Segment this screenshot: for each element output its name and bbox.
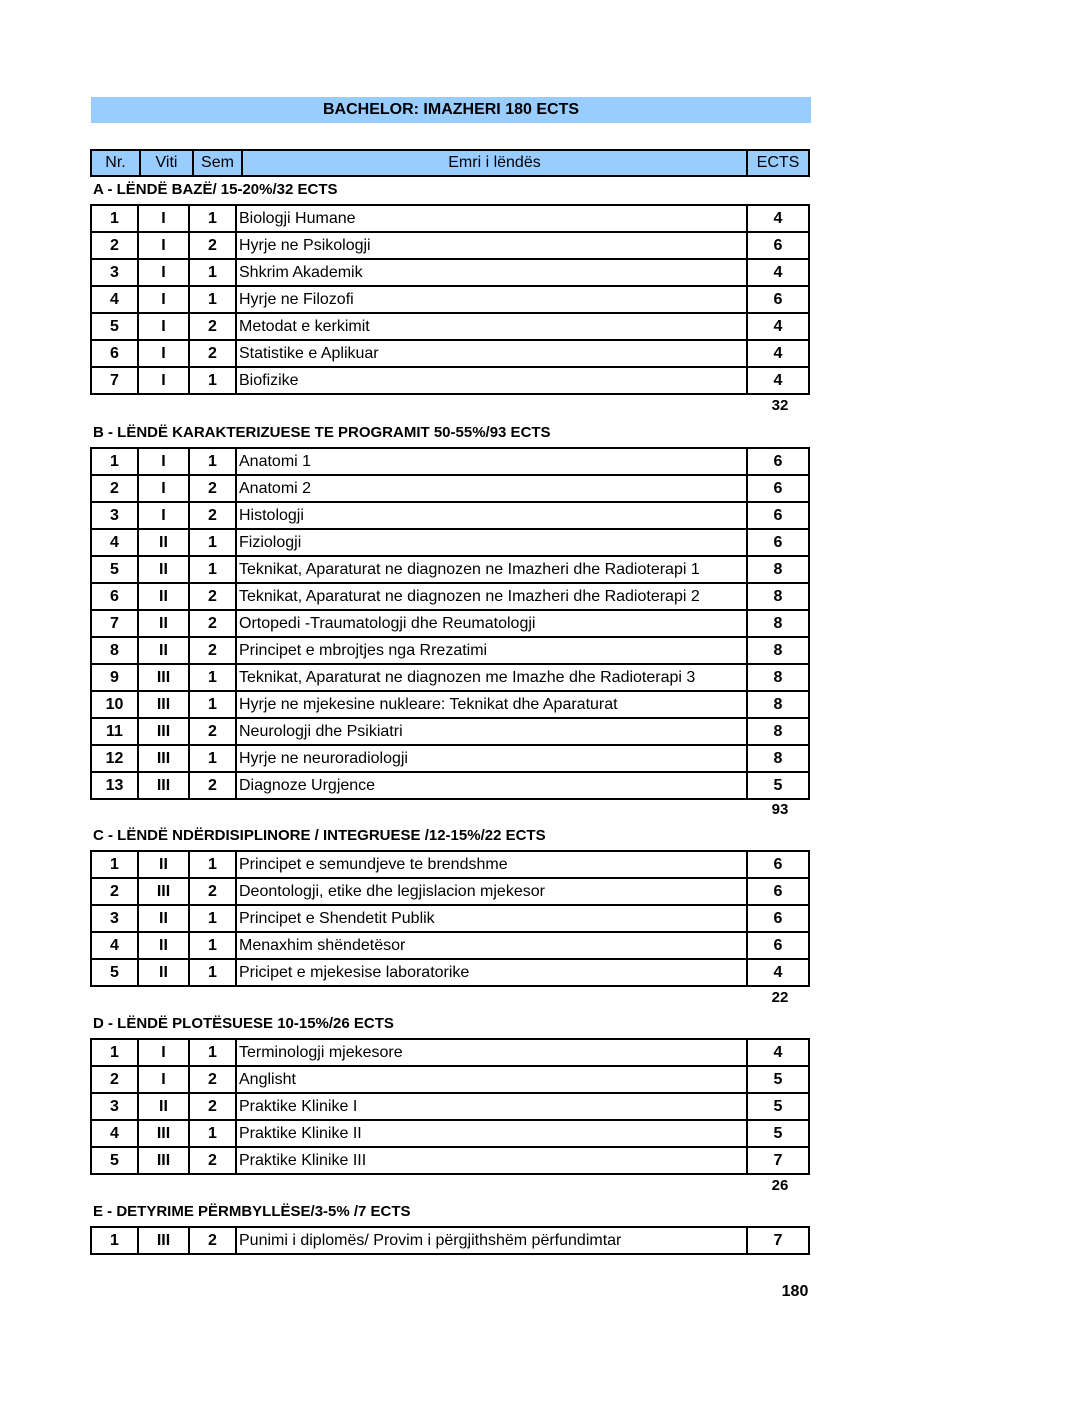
cell-ects: 4	[773, 345, 783, 362]
table-row	[92, 638, 808, 665]
cell-viti: III	[139, 1121, 190, 1146]
cell-ects: 5	[773, 1125, 783, 1142]
section-total: 26	[771, 1177, 789, 1194]
cell-viti: I	[139, 260, 190, 285]
cell-nr: 7	[92, 368, 139, 393]
cell-sem: 1	[190, 665, 237, 690]
cell-name: Teknikat, Aparaturat ne diagnozen me Imazhe dhe Radioterapi 3	[237, 665, 748, 690]
header-name: Emri i lëndës	[243, 151, 748, 175]
cell-viti: III	[139, 719, 190, 744]
cell-sem: 1	[190, 906, 237, 931]
cell-nr: 4	[92, 933, 139, 958]
cell-sem: 2	[190, 879, 237, 904]
cell-nr: 11	[92, 719, 139, 744]
cell-viti: I	[139, 503, 190, 528]
cell-viti: III	[139, 879, 190, 904]
cell-viti: III	[139, 665, 190, 690]
cell-viti: II	[139, 638, 190, 663]
cell-name: Hyrje ne neuroradiologji	[237, 746, 748, 771]
cell-viti: II	[139, 852, 190, 877]
table-row	[92, 933, 808, 960]
cell-name: Hyrje ne Filozofi	[237, 287, 748, 312]
cell-viti: I	[139, 1040, 190, 1065]
cell-viti: II	[139, 906, 190, 931]
cell-sem: 2	[190, 638, 237, 663]
cell-sem: 2	[190, 584, 237, 609]
cell-name: Anatomi 1	[237, 449, 748, 474]
cell-name: Teknikat, Aparaturat ne diagnozen ne Imazheri dhe Radioterapi 2	[237, 584, 748, 609]
cell-sem: 2	[190, 314, 237, 339]
cell-sem: 1	[190, 1121, 237, 1146]
cell-ects: 6	[773, 856, 783, 873]
table-row	[92, 746, 808, 773]
cell-ects: 6	[773, 507, 783, 524]
cell-nr: 10	[92, 692, 139, 717]
cell-nr: 5	[92, 557, 139, 582]
table-row	[92, 665, 808, 692]
table-row	[92, 719, 808, 746]
cell-sem: 1	[190, 692, 237, 717]
cell-viti: III	[139, 1148, 190, 1173]
table-row	[92, 503, 808, 530]
table-row	[92, 906, 808, 933]
cell-name: Punimi i diplomës/ Provim i përgjithshëm përfundimtar	[237, 1228, 748, 1253]
cell-ects: 7	[773, 1232, 783, 1249]
cell-name: Principet e mbrojtjes nga Rrezatimi	[237, 638, 748, 663]
cell-ects: 4	[773, 1044, 783, 1061]
table-row	[92, 1121, 808, 1148]
table-row	[92, 611, 808, 638]
section-title: C - LËNDË NDËRDISIPLINORE / INTEGRUESE /12-15%/22 ECTS	[93, 827, 546, 844]
cell-viti: I	[139, 287, 190, 312]
cell-ects: 8	[773, 642, 783, 659]
cell-sem: 2	[190, 503, 237, 528]
cell-sem: 1	[190, 287, 237, 312]
header-ects: ECTS	[756, 154, 800, 171]
cell-name: Ortopedi -Traumatologji dhe Reumatologji	[237, 611, 748, 636]
cell-nr: 5	[92, 960, 139, 985]
cell-viti: I	[139, 314, 190, 339]
cell-name: Biofizike	[237, 368, 748, 393]
cell-nr: 9	[92, 665, 139, 690]
cell-nr: 4	[92, 1121, 139, 1146]
cell-nr: 7	[92, 611, 139, 636]
cell-viti: II	[139, 584, 190, 609]
cell-name: Praktike Klinike I	[237, 1094, 748, 1119]
cell-nr: 4	[92, 287, 139, 312]
table-row	[92, 852, 808, 879]
cell-nr: 3	[92, 260, 139, 285]
cell-nr: 5	[92, 1148, 139, 1173]
cell-viti: I	[139, 368, 190, 393]
cell-ects: 4	[773, 264, 783, 281]
section-title: D - LËNDË PLOTËSUESE 10-15%/26 ECTS	[93, 1015, 394, 1032]
table-row	[92, 557, 808, 584]
table-row	[92, 287, 808, 314]
cell-ects: 8	[773, 723, 783, 740]
table-header	[90, 149, 810, 177]
cell-sem: 2	[190, 476, 237, 501]
cell-viti: II	[139, 530, 190, 555]
cell-name: Terminologji mjekesore	[237, 1040, 748, 1065]
grand-total: 180	[781, 1283, 809, 1300]
cell-sem: 1	[190, 530, 237, 555]
cell-viti: I	[139, 233, 190, 258]
cell-viti: I	[139, 476, 190, 501]
table-row	[92, 260, 808, 287]
cell-viti: I	[139, 341, 190, 366]
cell-nr: 8	[92, 638, 139, 663]
table-row	[92, 1040, 808, 1067]
table-row	[92, 1228, 808, 1253]
cell-viti: II	[139, 1094, 190, 1119]
cell-sem: 2	[190, 1148, 237, 1173]
cell-sem: 2	[190, 1067, 237, 1092]
cell-name: Praktike Klinike II	[237, 1121, 748, 1146]
cell-ects: 5	[773, 777, 783, 794]
table-row	[92, 879, 808, 906]
cell-sem: 2	[190, 611, 237, 636]
table-row	[92, 368, 808, 393]
table-row	[92, 206, 808, 233]
cell-sem: 1	[190, 368, 237, 393]
cell-nr: 1	[92, 449, 139, 474]
section-total: 93	[771, 801, 789, 818]
cell-nr: 6	[92, 341, 139, 366]
cell-name: Anatomi 2	[237, 476, 748, 501]
cell-ects: 6	[773, 237, 783, 254]
cell-ects: 8	[773, 669, 783, 686]
table-row	[92, 1067, 808, 1094]
cell-ects: 6	[773, 937, 783, 954]
table-row	[92, 476, 808, 503]
header-sem: Sem	[194, 151, 243, 175]
cell-sem: 1	[190, 852, 237, 877]
cell-name: Statistike e Aplikuar	[237, 341, 748, 366]
section-title: B - LËNDË KARAKTERIZUESE TE PROGRAMIT 50-55%/93 ECTS	[93, 424, 551, 441]
cell-ects: 4	[773, 964, 783, 981]
cell-ects: 4	[773, 318, 783, 335]
cell-sem: 1	[190, 206, 237, 231]
cell-ects: 6	[773, 291, 783, 308]
cell-ects: 8	[773, 750, 783, 767]
cell-nr: 4	[92, 530, 139, 555]
section-table	[90, 204, 810, 395]
table-row	[92, 530, 808, 557]
cell-sem: 1	[190, 1040, 237, 1065]
table-row	[92, 1148, 808, 1173]
table-row	[92, 773, 808, 798]
section-table	[90, 1226, 810, 1255]
cell-name: Anglisht	[237, 1067, 748, 1092]
cell-ects: 5	[773, 1098, 783, 1115]
cell-name: Praktike Klinike III	[237, 1148, 748, 1173]
header-viti: Viti	[141, 151, 194, 175]
cell-ects: 6	[773, 480, 783, 497]
cell-name: Shkrim Akademik	[237, 260, 748, 285]
cell-viti: II	[139, 960, 190, 985]
document-title: BACHELOR: IMAZHERI 180 ECTS	[91, 97, 811, 123]
cell-ects: 5	[773, 1071, 783, 1088]
cell-name: Menaxhim shëndetësor	[237, 933, 748, 958]
cell-nr: 2	[92, 1067, 139, 1092]
cell-ects: 4	[773, 210, 783, 227]
cell-viti: III	[139, 692, 190, 717]
cell-nr: 1	[92, 1228, 139, 1253]
cell-name: Hyrje ne Psikologji	[237, 233, 748, 258]
cell-name: Metodat e kerkimit	[237, 314, 748, 339]
table-row	[92, 449, 808, 476]
cell-viti: III	[139, 746, 190, 771]
table-row	[92, 1094, 808, 1121]
cell-nr: 3	[92, 906, 139, 931]
cell-sem: 2	[190, 233, 237, 258]
cell-ects: 6	[773, 534, 783, 551]
cell-sem: 1	[190, 933, 237, 958]
cell-ects: 7	[773, 1152, 783, 1169]
cell-nr: 2	[92, 233, 139, 258]
cell-sem: 2	[190, 773, 237, 798]
cell-ects: 8	[773, 696, 783, 713]
cell-nr: 3	[92, 1094, 139, 1119]
section-total: 22	[771, 989, 789, 1006]
section-title: E - DETYRIME PËRMBYLLËSE/3-5% /7 ECTS	[93, 1203, 411, 1220]
table-row	[92, 692, 808, 719]
cell-sem: 1	[190, 960, 237, 985]
cell-ects: 6	[773, 883, 783, 900]
cell-viti: I	[139, 206, 190, 231]
section-total: 32	[771, 397, 789, 414]
cell-sem: 1	[190, 557, 237, 582]
table-row	[92, 960, 808, 985]
cell-nr: 1	[92, 1040, 139, 1065]
cell-name: Pricipet e mjekesise laboratorike	[237, 960, 748, 985]
section-title: A - LËNDË BAZË/ 15-20%/32 ECTS	[93, 181, 338, 198]
table-row	[92, 314, 808, 341]
cell-ects: 6	[773, 910, 783, 927]
cell-name: Hyrje ne mjekesine nukleare: Teknikat dhe Aparaturat	[237, 692, 748, 717]
cell-sem: 2	[190, 341, 237, 366]
cell-viti: II	[139, 557, 190, 582]
cell-ects: 4	[773, 372, 783, 389]
table-row	[92, 341, 808, 368]
cell-nr: 2	[92, 879, 139, 904]
cell-name: Diagnoze Urgjence	[237, 773, 748, 798]
cell-nr: 6	[92, 584, 139, 609]
table-row	[92, 584, 808, 611]
section-table	[90, 447, 810, 800]
cell-nr: 3	[92, 503, 139, 528]
cell-sem: 1	[190, 260, 237, 285]
cell-sem: 2	[190, 1094, 237, 1119]
cell-name: Neurologji dhe Psikiatri	[237, 719, 748, 744]
cell-nr: 1	[92, 852, 139, 877]
cell-ects: 6	[773, 453, 783, 470]
section-table	[90, 850, 810, 987]
cell-sem: 2	[190, 719, 237, 744]
cell-ects: 8	[773, 588, 783, 605]
cell-name: Histologji	[237, 503, 748, 528]
cell-nr: 13	[92, 773, 139, 798]
cell-nr: 2	[92, 476, 139, 501]
cell-viti: III	[139, 773, 190, 798]
cell-viti: I	[139, 1067, 190, 1092]
cell-name: Principet e semundjeve te brendshme	[237, 852, 748, 877]
header-nr: Nr.	[92, 151, 141, 175]
cell-nr: 1	[92, 206, 139, 231]
cell-viti: II	[139, 611, 190, 636]
cell-name: Deontologji, etike dhe legjislacion mjekesor	[237, 879, 748, 904]
cell-viti: II	[139, 933, 190, 958]
cell-name: Biologji Humane	[237, 206, 748, 231]
cell-ects: 8	[773, 561, 783, 578]
cell-viti: III	[139, 1228, 190, 1253]
cell-ects: 8	[773, 615, 783, 632]
cell-sem: 1	[190, 449, 237, 474]
cell-viti: I	[139, 449, 190, 474]
section-table	[90, 1038, 810, 1175]
cell-sem: 2	[190, 1228, 237, 1253]
cell-nr: 12	[92, 746, 139, 771]
cell-name: Teknikat, Aparaturat ne diagnozen ne Imazheri dhe Radioterapi 1	[237, 557, 748, 582]
cell-name: Principet e Shendetit Publik	[237, 906, 748, 931]
cell-name: Fiziologji	[237, 530, 748, 555]
cell-sem: 1	[190, 746, 237, 771]
cell-nr: 5	[92, 314, 139, 339]
table-row	[92, 233, 808, 260]
